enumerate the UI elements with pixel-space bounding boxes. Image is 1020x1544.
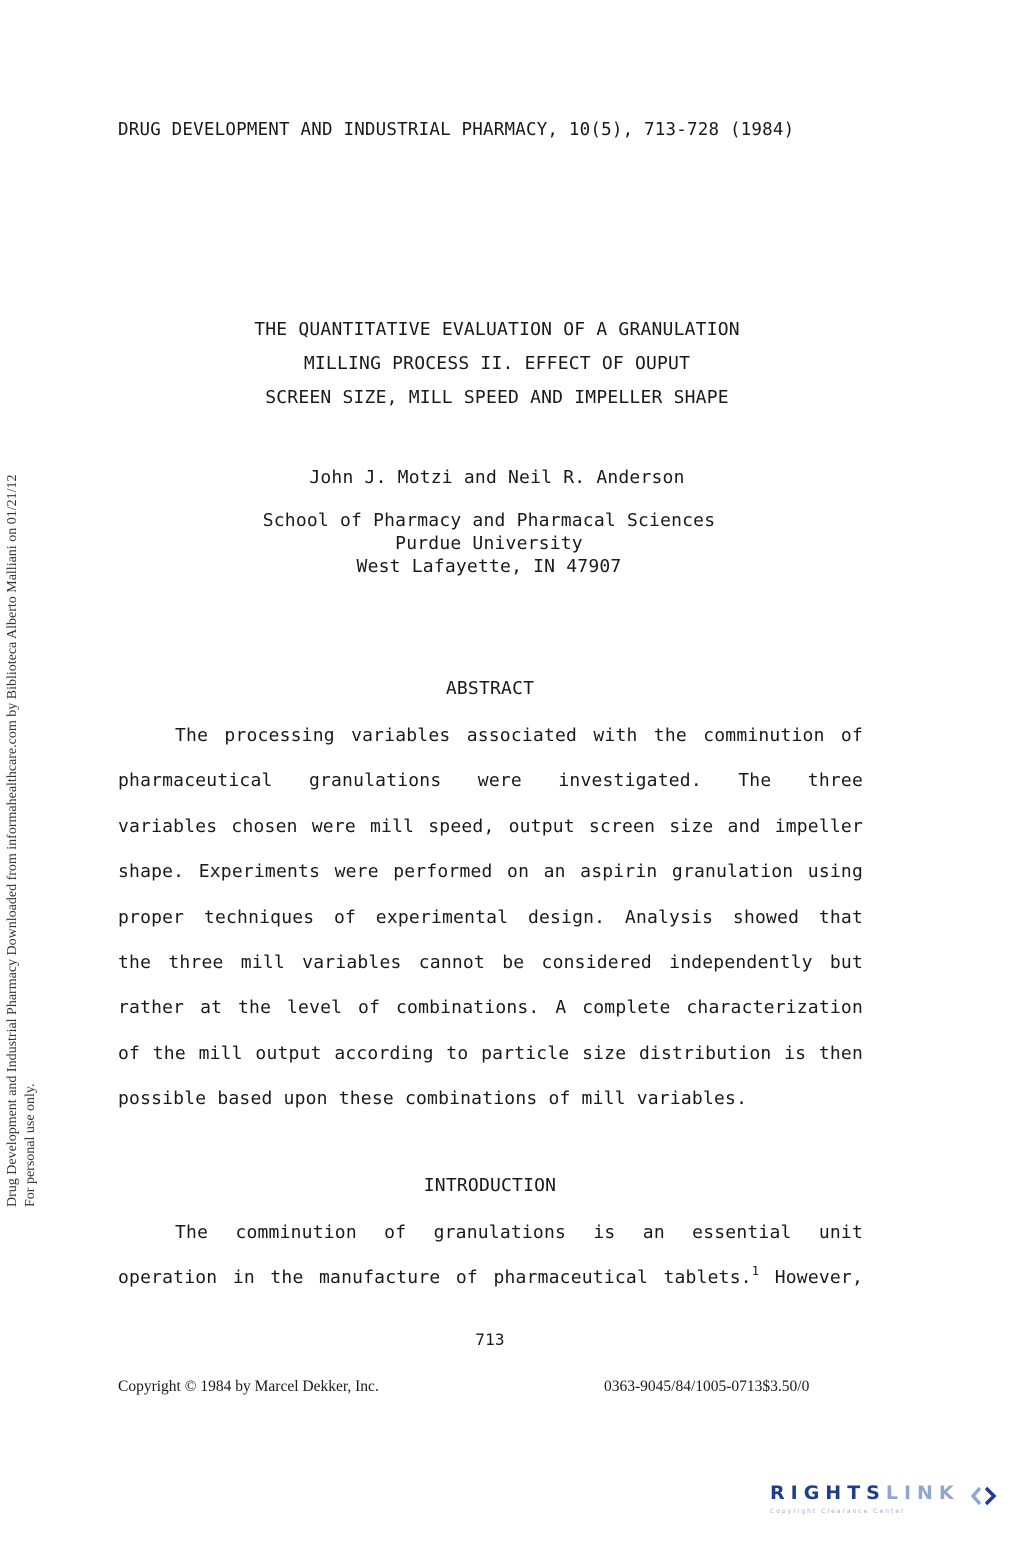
introduction-heading: INTRODUCTION xyxy=(423,1175,557,1196)
abstract-line: variables chosen were mill speed, output screen size and impeller xyxy=(118,815,863,837)
rightslink-logo[interactable] xyxy=(770,1482,1005,1522)
abstract-line: of the mill output according to particle size distribution is then xyxy=(118,1042,863,1064)
abstract-line: shape. Experiments were performed on an aspirin granulation using xyxy=(118,861,863,883)
affiliation-line: School of Pharmacy and Pharmacal Sciences xyxy=(262,510,716,531)
rightslink-tagline: Copyright Clearance Center xyxy=(770,1508,906,1515)
affiliation-line: West Lafayette, IN 47907 xyxy=(356,556,622,577)
copyright-notice: Copyright © 1984 by Marcel Dekker, Inc. xyxy=(118,1378,379,1395)
introduction-line-text: operation in the manufacture of pharmaceutical tablets. xyxy=(118,1267,752,1289)
abstract-line: possible based upon these combinations of mill variables. xyxy=(118,1088,748,1110)
rightslink-link-text: LINK xyxy=(885,1482,960,1504)
affiliation-line: Purdue University xyxy=(395,533,583,554)
citation-superscript: 1 xyxy=(751,1264,760,1279)
rightslink-arrow-icon xyxy=(970,1484,998,1508)
abstract-heading: ABSTRACT xyxy=(445,678,535,699)
abstract-line: pharmaceutical granulations were investigated. The three xyxy=(118,770,863,792)
page-number: 713 xyxy=(475,1330,505,1349)
title-line: MILLING PROCESS II. EFFECT OF OUPUT xyxy=(303,353,691,374)
title-line: THE QUANTITATIVE EVALUATION OF A GRANULATION xyxy=(254,319,740,340)
affiliation xyxy=(0,509,978,578)
abstract-line: the three mill variables cannot be considered independently but xyxy=(118,951,863,973)
introduction-line-continuation: However, xyxy=(774,1267,863,1289)
introduction-line xyxy=(118,1255,863,1300)
authors: John J. Motzi and Neil R. Anderson xyxy=(309,467,685,488)
abstract-line: The processing variables associated with the comminution of xyxy=(175,725,863,746)
watermark-personal-use-line: For personal use only. xyxy=(23,1083,38,1207)
title-line: SCREEN SIZE, MILL SPEED AND IMPELLER SHAPE xyxy=(265,387,729,408)
issn-code: 0363-9045/84/1005-0713$3.50/0 xyxy=(604,1378,810,1395)
article-title xyxy=(0,313,994,415)
abstract-line: rather at the level of combinations. A complete characterization xyxy=(118,997,863,1019)
introduction-body xyxy=(118,1210,863,1301)
rightslink-wordmark xyxy=(770,1482,960,1504)
abstract-line: proper techniques of experimental design. Analysis showed that xyxy=(118,906,863,928)
watermark-download-line: Drug Development and Industrial Pharmacy Downloaded from informahealthcare.com by Biblioteca Alberto Malliani on 01/21/12 xyxy=(5,474,20,1207)
side-watermark xyxy=(0,0,60,1544)
abstract-body xyxy=(118,713,863,1122)
journal-header: DRUG DEVELOPMENT AND INDUSTRIAL PHARMACY, 10(5), 713-728 (1984) xyxy=(118,120,795,140)
rightslink-rights-text: RIGHTS xyxy=(770,1482,886,1504)
introduction-line: The comminution of granulations is an essential unit xyxy=(175,1222,863,1243)
